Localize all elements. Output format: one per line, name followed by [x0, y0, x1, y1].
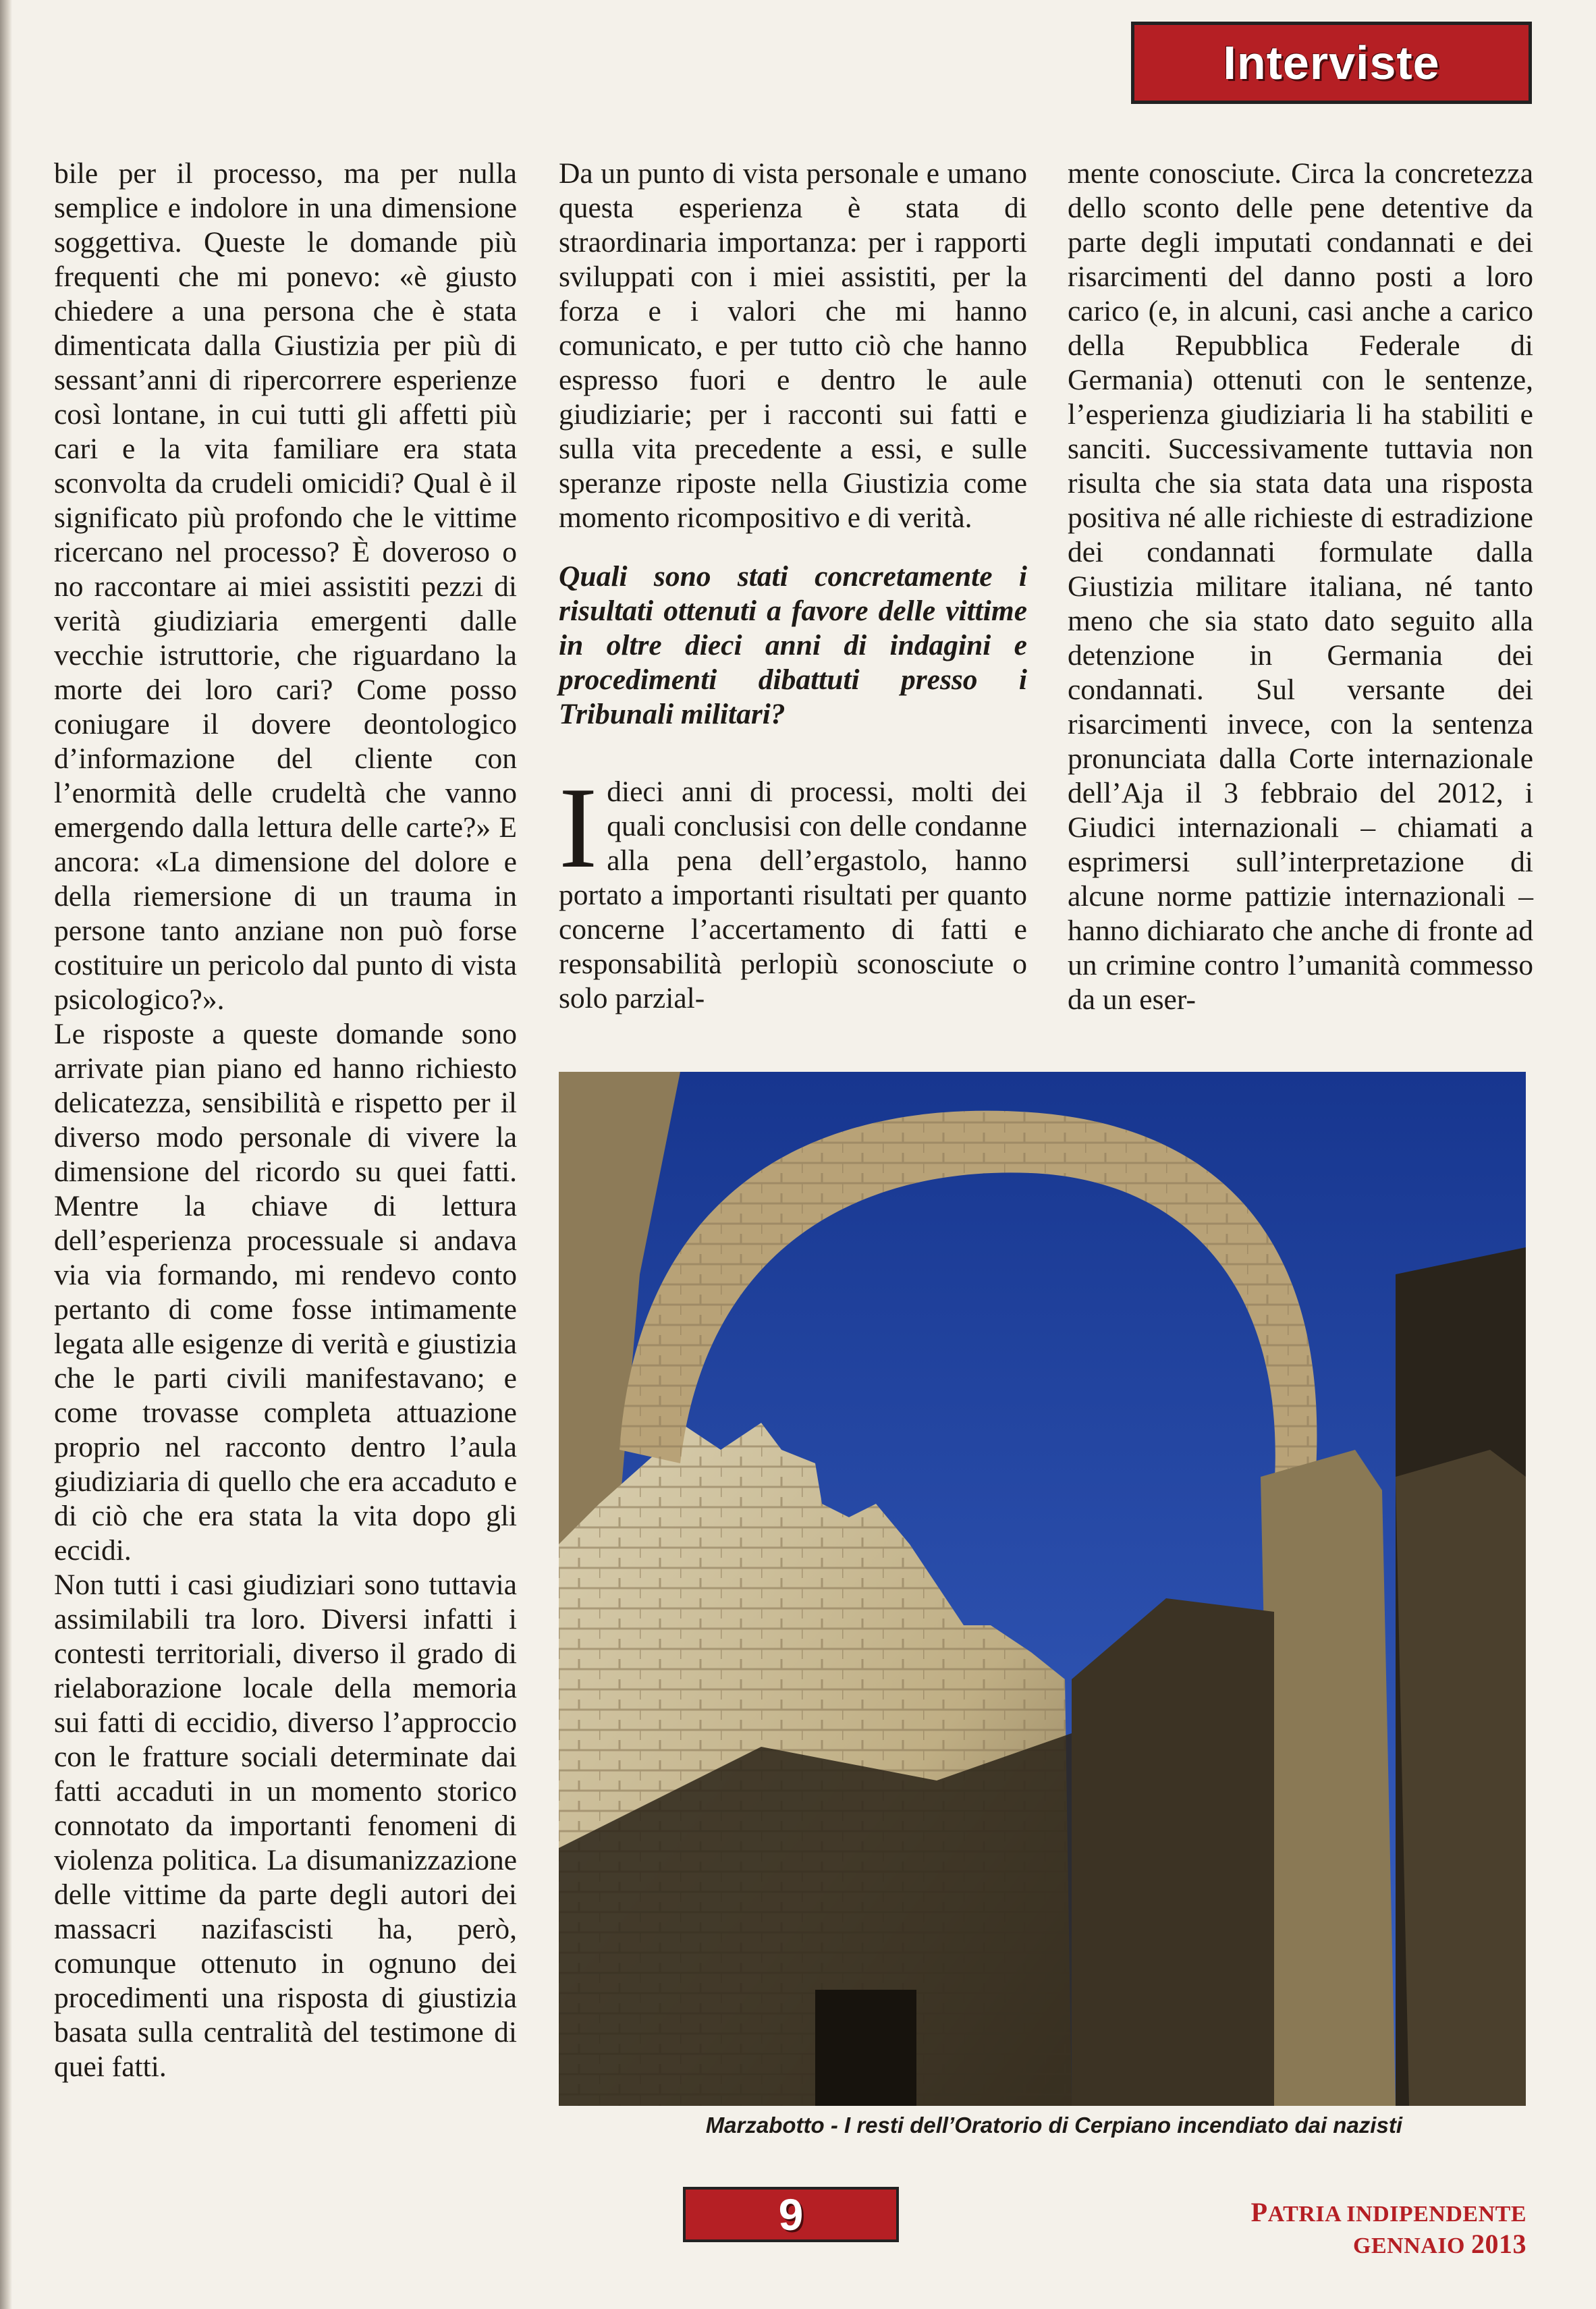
paragraph: mente conosciute. Circa la concretezza dello sconto delle pene detentive da parte degli imputati condannati e dei risarcimenti del danno posti a loro carico (e, in alcuni, casi anche a carico della Repubblica Federale di Germania) ottenuti con le sentenze, l’esperienza giudiziaria li ha stabiliti e sanciti. Successivamente tuttavia non risulta che sia stata data una risposta positiva né alle richieste di estradizione dei condannati formulate dalla Giustizia militare italiana, né tanto meno che sia stato dato seguito alla detenzione in Germania dei condannati. Sul versante dei risarcimenti invece, con la sentenza pronunciata dalla Corte internazionale dell’Aja il 3 febbraio del 2012, i Giudici internazionali – chiamati a esprimersi sull’interpretazione di alcune norme pattizie internazionali – hanno dichiarato che anche di fronte ad un crimine contro l’umanità commesso da un eser- [1068, 157, 1533, 1016]
answer-paragraph [559, 764, 1027, 1016]
paragraph: Le risposte a queste domande sono arrivate pian piano ed hanno richiesto delicatezza, sensibilità e rispetto per il diverso modo personale di vivere la dimensione del ricordo su quei fatti. Mentre la chiave di lettura dell’esperienza processuale si andava via via formando, mi rendevo conto pertanto di come fosse intimamente legata alle esigenze di verità e giustizia che le parti civili manifestavano; e come trovasse completa attuazione proprio nel racconto dentro l’aula giudiziaria di quello che era accaduto e di ciò che era stata la vita dopo gli eccidi. [54, 1018, 517, 1567]
paragraph: Non tutti i casi giudiziari sono tuttavia assimilabili tra loro. Diversi infatti i contesti territoriali, diverso il grado di rielaborazione locale della memoria sui fatti di eccidio, diverso l’approccio con le fratture sociali determinate dai fatti accaduti in un momento storico connotato da importanti fenomeni di violenza politica. La disumanizzazione delle vittime da parte degli autori dei massacri nazifascisti ha, però, comunque ottenuto in ognuno dei procedimenti una risposta di giustizia basata sulla centralità del testimone di quei fatti. [54, 1569, 517, 2083]
interview-question: Quali sono stati concretamente i risultati ottenuti a favore delle vittime in oltre dieci anni di indagini e procedimenti dibattuti presso i Tribunali militari? [559, 560, 1027, 730]
paragraph: Da un punto di vista personale e umano questa esperienza è stata di straordinaria importanza: per i rapporti sviluppati con i miei assistiti, per la forza e i valori che mi hanno comunicato, e per tutto ciò che hanno espresso fuori e dentro le aule giudiziarie; per i racconti sui fatti e sulla vita precedente a essi, e sulle speranze riposte nella Giustizia come momento ricompositivo e di verità. [559, 157, 1027, 534]
text-column-1 [54, 157, 517, 2084]
answer-text: dieci anni di processi, molti dei quali conclusisi con delle condanne alla pena dell’ergastolo, hanno portato a importanti risultati per quanto concerne l’accertamento di fatti e responsabilità perlopiù sconosciute o solo parzial- [559, 776, 1027, 1014]
page-binding-edge [0, 0, 12, 2309]
publication-year: 2013 [1471, 2229, 1526, 2259]
drop-cap: I [559, 764, 598, 892]
publication-name: ATRIA INDIPENDENTE GENNAIO [1267, 2202, 1526, 2258]
text-column-2 [559, 157, 1027, 1016]
page-number: 9 [683, 2187, 899, 2242]
doorway [815, 1990, 916, 2106]
text-column-3 [1068, 157, 1533, 1017]
right-pillar [1261, 1450, 1396, 2106]
photo-caption: Marzabotto - I resti dell’Oratorio di Cerpiano incendiato dai nazisti [705, 2113, 1402, 2138]
section-tag: Interviste [1131, 22, 1532, 104]
publication-initial: P [1250, 2197, 1268, 2227]
paragraph: bile per il processo, ma per nulla semplice e indolore in una dimensione soggettiva. Queste le domande più frequenti che mi ponevo: «è giusto chiedere a una persona che è stata dimenticata dalla Giustizia per più di sessant’anni di ripercorrere esperienze così lontane, in cui tutti gli affetti più cari e la vita familiare era stata sconvolta da crudeli omicidi? Qual è il significato più profondo che le vittime ricercano nel processo? È doveroso o no raccontare ai miei assistiti pezzi di verità giudiziaria emergenti dalle vecchie istruttorie, che riguardano la morte dei loro cari? Come posso coniugare il dovere deontologico d’informazione del cliente con l’enormità delle crudeltà che vanno emergendo dalla lettura delle carte?» E ancora: «La dimensione del dolore e della riemersione di un trauma in persone tanto anziane non può forse costituire un pericolo dal punto di vista psicologico?». [54, 157, 517, 1016]
publication-footer [1174, 2196, 1526, 2260]
ruins-photo [559, 1072, 1526, 2106]
